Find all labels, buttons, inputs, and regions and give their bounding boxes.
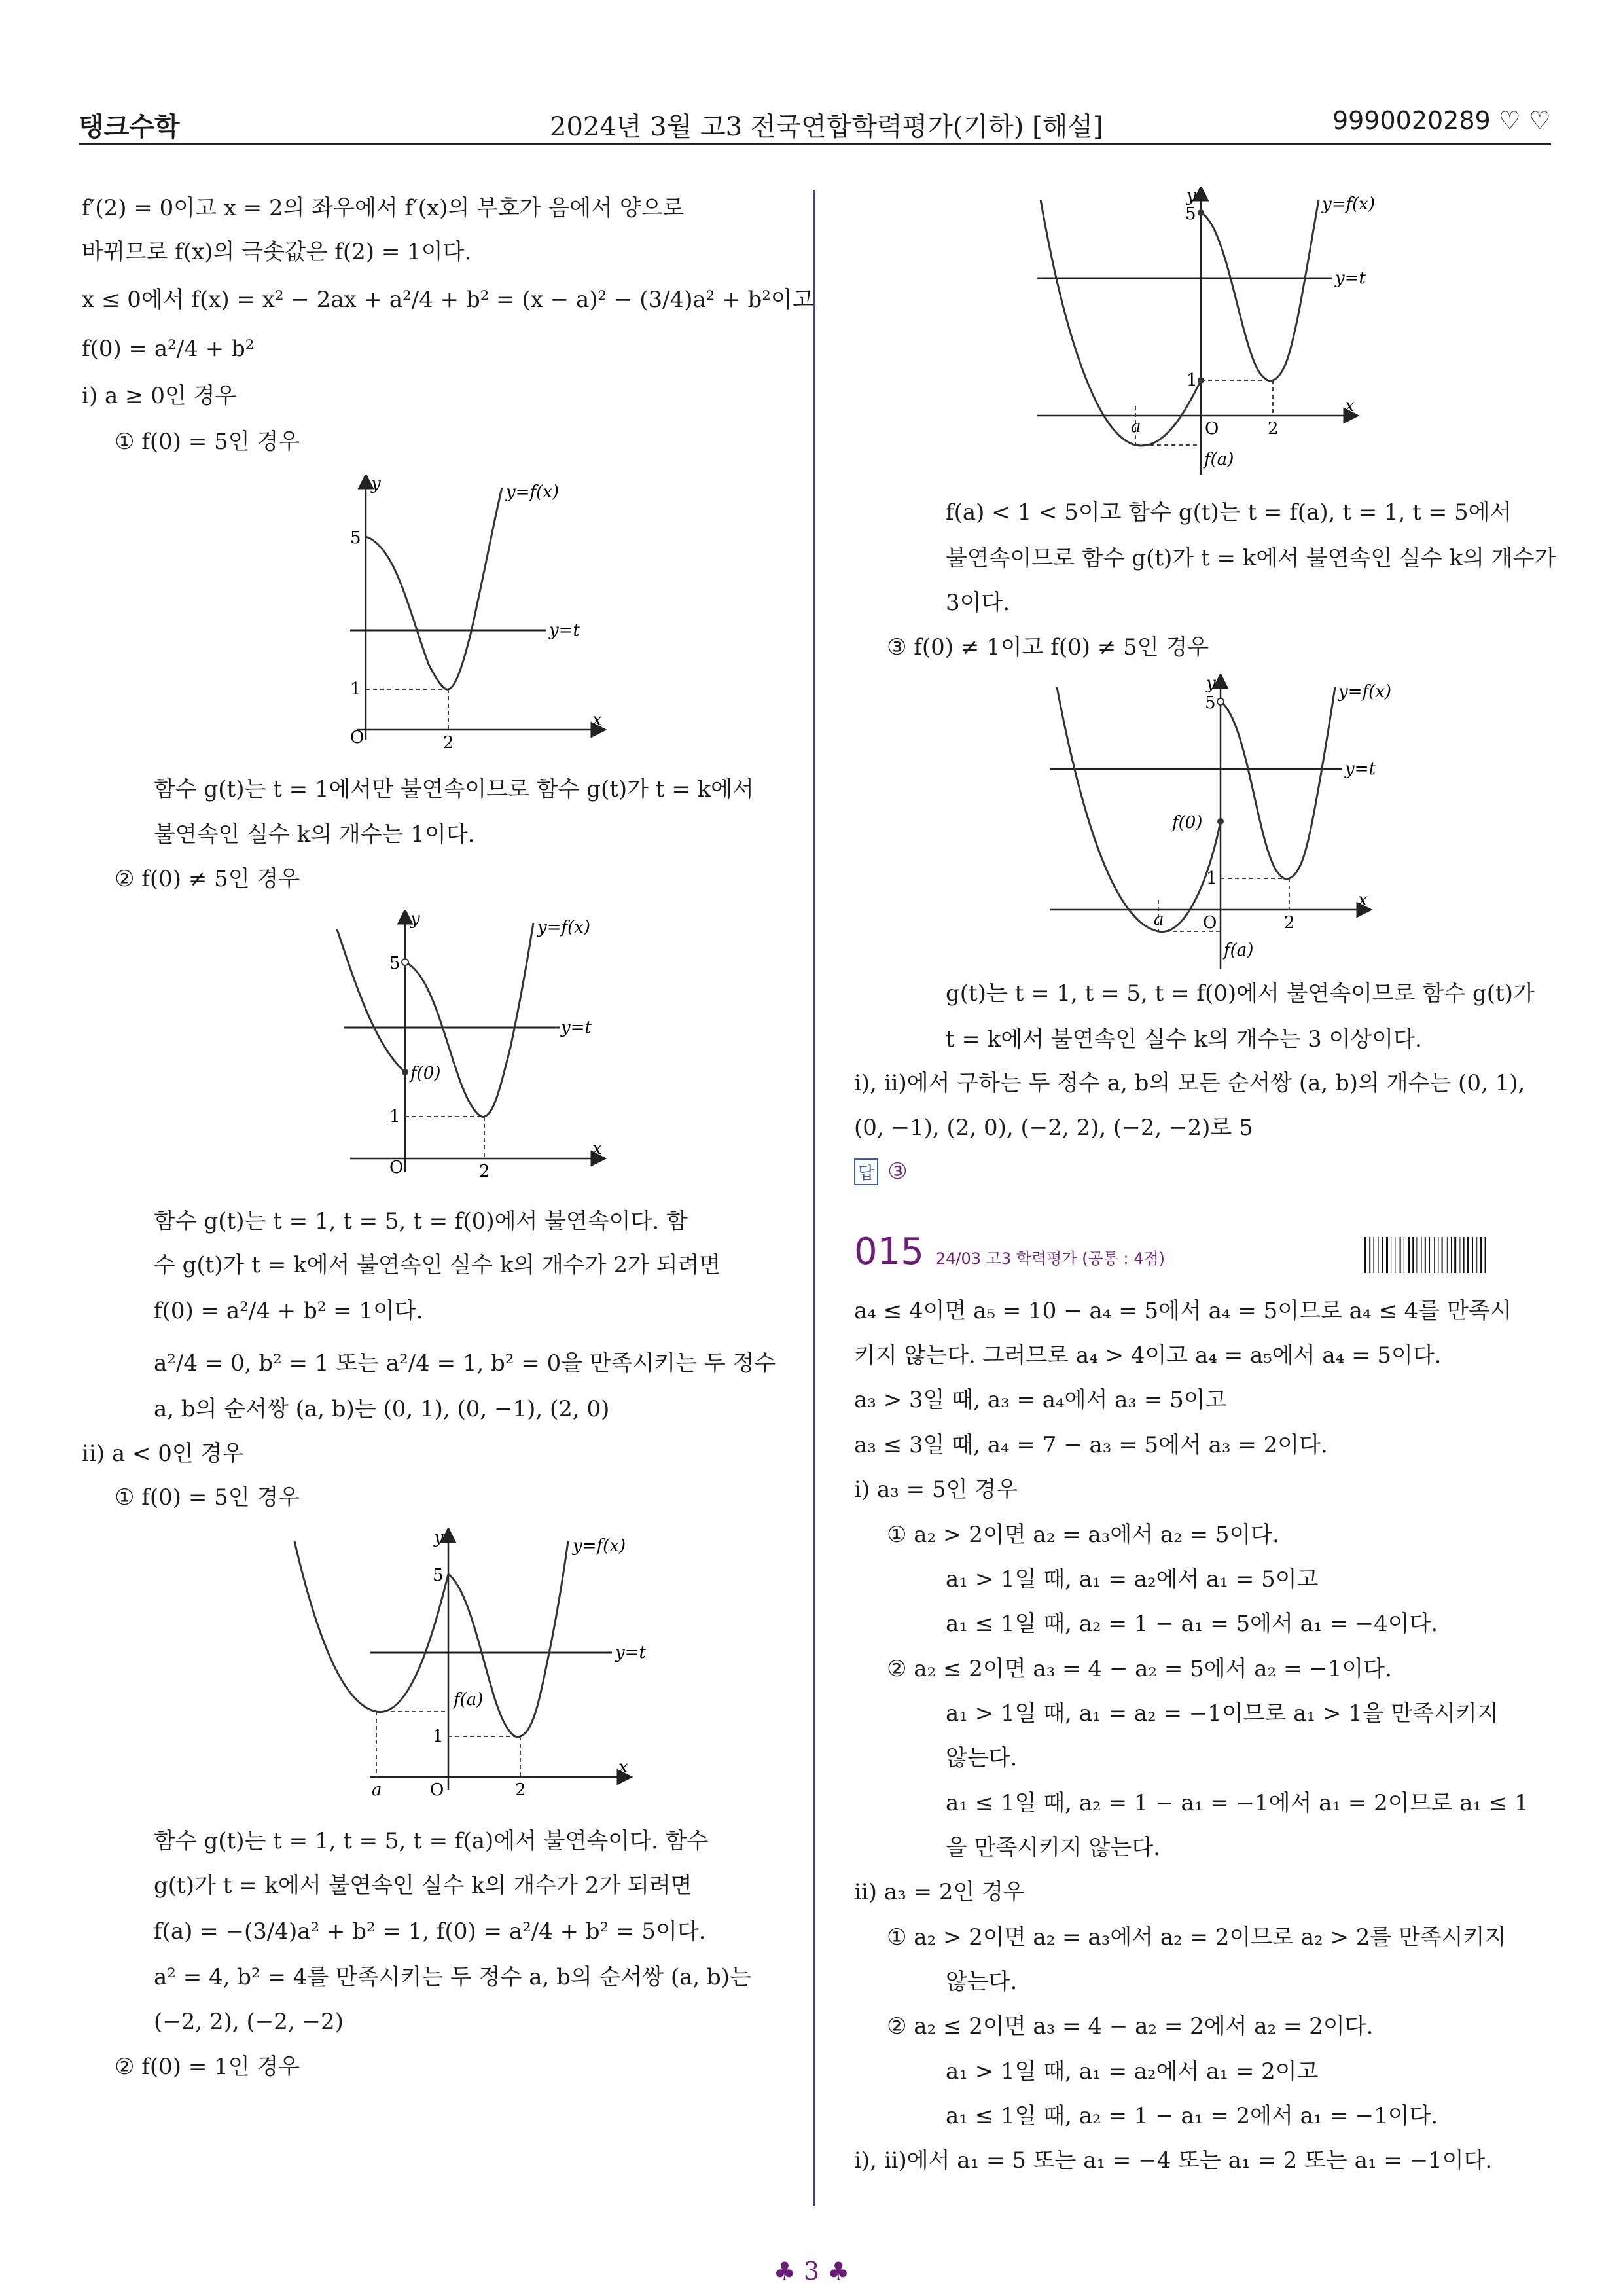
subcase-heading: ② f(0) = 1인 경우: [115, 2054, 300, 2080]
text-line: a₁ > 1일 때, a₁ = a₂ = −1이므로 a₁ > 1을 만족시키지: [946, 1700, 1499, 1727]
barcode-bar: [1447, 1237, 1448, 1273]
text-line: 바뀌므로 f(x)의 극솟값은 f(2) = 1이다.: [82, 239, 472, 265]
tick-label: 1: [1186, 370, 1198, 390]
subcase-heading: ① f(0) = 5인 경우: [115, 1484, 300, 1511]
point-label: f(a): [454, 1690, 484, 1710]
text-line: a₁ > 1일 때, a₁ = a₂에서 a₁ = 5이고: [946, 1566, 1319, 1592]
barcode-bar: [1412, 1237, 1414, 1273]
question-source: 24/03 고3 학력평가 (공통 : 4점): [935, 1249, 1166, 1268]
tick-label: 1: [389, 1107, 401, 1126]
subcase-heading: ③ f(0) ≠ 1이고 f(0) ≠ 5인 경우: [887, 634, 1209, 660]
line-label: y=t: [549, 620, 580, 640]
y-axis-label: y: [1186, 187, 1196, 206]
text-line: (0, −1), (2, 0), (−2, 2), (−2, −2)로 5: [854, 1115, 1253, 1141]
tick-label: 1: [1206, 869, 1217, 888]
case-heading: ⅰ) a ≥ 0인 경우: [82, 383, 237, 409]
barcode-bar: [1382, 1237, 1383, 1273]
barcode-bar: [1425, 1237, 1426, 1273]
graph-case2-3: [1050, 674, 1443, 975]
subcase-heading: ② f(0) ≠ 5인 경우: [115, 866, 300, 892]
x-axis-label: x: [618, 1757, 628, 1777]
curve-label: y=f(x): [506, 482, 560, 502]
curve-label: y=f(x): [1338, 682, 1392, 702]
barcode-bar: [1467, 1237, 1469, 1273]
barcode-bar: [1451, 1237, 1452, 1273]
line-label: y=t: [615, 1643, 646, 1662]
subcase-heading: ② a₂ ≤ 2이면 a₃ = 4 − a₂ = 2에서 a₂ = 2이다.: [887, 2013, 1374, 2039]
text-line: ⅰ), ⅱ)에서 a₁ = 5 또는 a₁ = −4 또는 a₁ = 2 또는 a₁ = −1이다.: [854, 2147, 1493, 2174]
text-line: f(0) = a²/4 + b²: [82, 336, 255, 362]
curve-label: y=f(x): [1322, 194, 1376, 214]
tick-label: a: [372, 1780, 382, 1800]
column-divider: [813, 190, 815, 2206]
text-line: a₁ ≤ 1일 때, a₂ = 1 − a₁ = 2에서 a₁ = −1이다.: [946, 2103, 1438, 2129]
brand-name: 탱크수학: [79, 112, 180, 142]
barcode-bar: [1400, 1237, 1401, 1273]
tick-label: 1: [350, 679, 361, 699]
x-axis-label: x: [592, 1139, 602, 1158]
y-axis-label: y: [371, 475, 381, 493]
tick-label: 5: [350, 528, 361, 548]
barcode-bar: [1459, 1237, 1460, 1273]
barcode-bar: [1416, 1237, 1417, 1273]
tick-label: 2: [443, 733, 454, 749]
text-line: 수 g(t)가 t = k에서 불연속인 실수 k의 개수가 2가 되려면: [154, 1252, 721, 1278]
header-divider: [79, 143, 1551, 145]
point-label: f(0): [1172, 813, 1203, 833]
text-line: 3이다.: [946, 590, 1010, 616]
origin-label: O: [430, 1780, 444, 1800]
text-line: 불연속이므로 함수 g(t)가 t = k에서 불연속인 실수 k의 개수가: [946, 545, 1556, 571]
y-axis-label: y: [1206, 674, 1216, 693]
answer-label: 답: [854, 1158, 878, 1185]
tick-label: 2: [515, 1780, 526, 1800]
tick-label: a: [1131, 417, 1141, 437]
barcode: [1364, 1237, 1554, 1273]
barcode-bar: [1476, 1237, 1477, 1273]
point-label: f(0): [410, 1064, 441, 1083]
case-heading: ⅱ) a₃ = 2인 경우: [854, 1879, 1025, 1905]
curve-label: y=f(x): [537, 918, 591, 937]
x-axis-label: x: [592, 710, 602, 730]
text-line: 키지 않는다. 그러므로 a₄ > 4이고 a₄ = a₅에서 a₄ = 5이다.: [854, 1342, 1442, 1369]
subcase-heading: ① f(0) = 5인 경우: [115, 429, 300, 455]
point-label: f(a): [1204, 450, 1234, 469]
text-line: f(a) = −(3/4)a² + b² = 1, f(0) = a²/4 + b² = 5이다.: [154, 1918, 706, 1945]
text-line: a₄ ≤ 4이면 a₅ = 10 − a₄ = 5에서 a₄ = 5이므로 a₄ ≤ 4를 만족시: [854, 1298, 1512, 1324]
tick-label: a: [1154, 910, 1164, 929]
tick-label: 2: [1284, 913, 1295, 933]
point-label: f(a): [1224, 941, 1254, 960]
subcase-heading: ② a₂ ≤ 2이면 a₃ = 4 − a₂ = 5에서 a₂ = −1이다.: [887, 1656, 1392, 1682]
graph-case2-2: [1024, 187, 1417, 481]
case-heading: ⅱ) a < 0인 경우: [82, 1441, 244, 1467]
barcode-bar: [1429, 1237, 1430, 1273]
question-number: 015: [854, 1230, 924, 1273]
barcode-bar: [1485, 1237, 1486, 1273]
graph-case1-1: [330, 475, 671, 749]
answer-value: ③: [887, 1158, 908, 1185]
barcode-bar: [1378, 1237, 1379, 1273]
y-axis-label: y: [434, 1528, 444, 1547]
case-heading: ⅰ) a₃ = 5인 경우: [854, 1477, 1018, 1503]
x-axis-label: x: [1358, 890, 1368, 910]
text-line: a₁ ≤ 1일 때, a₂ = 1 − a₁ = −1에서 a₁ = 2이므로 a₁ ≤ 1: [946, 1790, 1529, 1816]
text-line: a₃ ≤ 3일 때, a₄ = 7 − a₃ = 5에서 a₃ = 2이다.: [854, 1432, 1328, 1458]
text-line: a₁ ≤ 1일 때, a₂ = 1 − a₁ = 5에서 a₁ = −4이다.: [946, 1611, 1438, 1637]
barcode-bar: [1369, 1237, 1370, 1273]
text-line: a₁ > 1일 때, a₁ = a₂에서 a₁ = 2이고: [946, 2058, 1319, 2085]
text-line: t = k에서 불연속인 실수 k의 개수는 3 이상이다.: [946, 1026, 1422, 1052]
text-line: 을 만족시키지 않는다.: [946, 1835, 1161, 1861]
origin-label: O: [1203, 913, 1217, 933]
barcode-bar: [1480, 1237, 1482, 1273]
document-title: 2024년 3월 고3 전국연합학력평가(기하) [해설]: [550, 112, 1103, 142]
text-line: 않는다.: [946, 1969, 1018, 1995]
tick-label: 5: [433, 1566, 444, 1585]
tick-label: 2: [1268, 419, 1279, 439]
subcase-heading: ① a₂ > 2이면 a₂ = a₃에서 a₂ = 5이다.: [887, 1522, 1279, 1548]
question-header: [854, 1230, 1165, 1273]
text-line: (−2, 2), (−2, −2): [154, 2009, 344, 2035]
answer-line: [854, 1158, 908, 1185]
tick-label: 5: [389, 954, 401, 973]
text-line: f(0) = a²/4 + b² = 1이다.: [154, 1298, 423, 1324]
text-line: g(t)가 t = k에서 불연속인 실수 k의 개수가 2가 되려면: [154, 1873, 692, 1899]
barcode-bar: [1386, 1237, 1388, 1273]
text-line: a₃ > 3일 때, a₃ = a₄에서 a₃ = 5이고: [854, 1387, 1227, 1413]
y-axis-label: y: [410, 910, 420, 929]
x-axis-label: x: [1345, 396, 1355, 416]
barcode-bar: [1442, 1237, 1443, 1273]
text-line: x ≤ 0에서 f(x) = x² − 2ax + a²/4 + b² = (x − a)² − (3/4)a² + b²이고: [82, 287, 814, 313]
origin-label: O: [350, 728, 365, 747]
document-code: 9990020289 ♡ ♡: [1332, 106, 1551, 135]
origin-label: O: [389, 1158, 404, 1177]
line-label: y=t: [561, 1018, 592, 1037]
curve-label: y=f(x): [573, 1536, 626, 1556]
subcase-heading: ① a₂ > 2이면 a₂ = a₃에서 a₂ = 2이므로 a₂ > 2를 만족시키지: [887, 1924, 1507, 1950]
line-label: y=t: [1335, 268, 1366, 288]
graph-case2-1: [285, 1528, 704, 1803]
tick-label: 5: [1185, 204, 1196, 224]
barcode-bar: [1373, 1237, 1374, 1273]
barcode-bar: [1472, 1237, 1473, 1273]
text-line: a, b의 순서쌍 (a, b)는 (0, 1), (0, −1), (2, 0): [154, 1396, 610, 1422]
text-line: g(t)는 t = 1, t = 5, t = f(0)에서 불연속이므로 함수 g(t)가: [946, 980, 1535, 1007]
barcode-bar: [1408, 1237, 1410, 1273]
graph-case1-2: [324, 910, 677, 1185]
text-line: 함수 g(t)는 t = 1, t = 5, t = f(a)에서 불연속이다. 함수: [154, 1828, 709, 1854]
text-line: 함수 g(t)는 t = 1에서만 불연속이므로 함수 g(t)가 t = k에서: [154, 776, 754, 802]
barcode-bar: [1364, 1237, 1366, 1273]
text-line: f(a) < 1 < 5이고 함수 g(t)는 t = f(a), t = 1, t = 5에서: [946, 499, 1512, 526]
page-number: ♣ 3 ♣: [773, 2257, 850, 2286]
tick-label: 5: [1205, 693, 1216, 713]
text-line: 않는다.: [946, 1745, 1018, 1771]
line-label: y=t: [1345, 759, 1376, 779]
text-line: a² = 4, b² = 4를 만족시키는 두 정수 a, b의 순서쌍 (a, b)는: [154, 1964, 751, 1990]
text-line: ⅰ), ⅱ)에서 구하는 두 정수 a, b의 모든 순서쌍 (a, b)의 개수는 (0, 1),: [854, 1070, 1525, 1096]
origin-label: O: [1205, 419, 1219, 439]
barcode-bar: [1454, 1237, 1456, 1273]
text-line: f′(2) = 0이고 x = 2의 좌우에서 f′(x)의 부호가 음에서 양으로: [82, 195, 685, 221]
tick-label: 2: [479, 1162, 490, 1181]
text-line: a²/4 = 0, b² = 1 또는 a²/4 = 1, b² = 0을 만족시키는 두 정수: [154, 1350, 776, 1376]
page-header: [79, 106, 1551, 145]
tick-label: 1: [433, 1727, 444, 1746]
barcode-bar: [1421, 1237, 1422, 1273]
text-line: 함수 g(t)는 t = 1, t = 5, t = f(0)에서 불연속이다. 함: [154, 1208, 688, 1234]
barcode-bar: [1434, 1237, 1435, 1273]
barcode-bar: [1463, 1237, 1465, 1273]
text-line: 불연속인 실수 k의 개수는 1이다.: [154, 821, 475, 848]
